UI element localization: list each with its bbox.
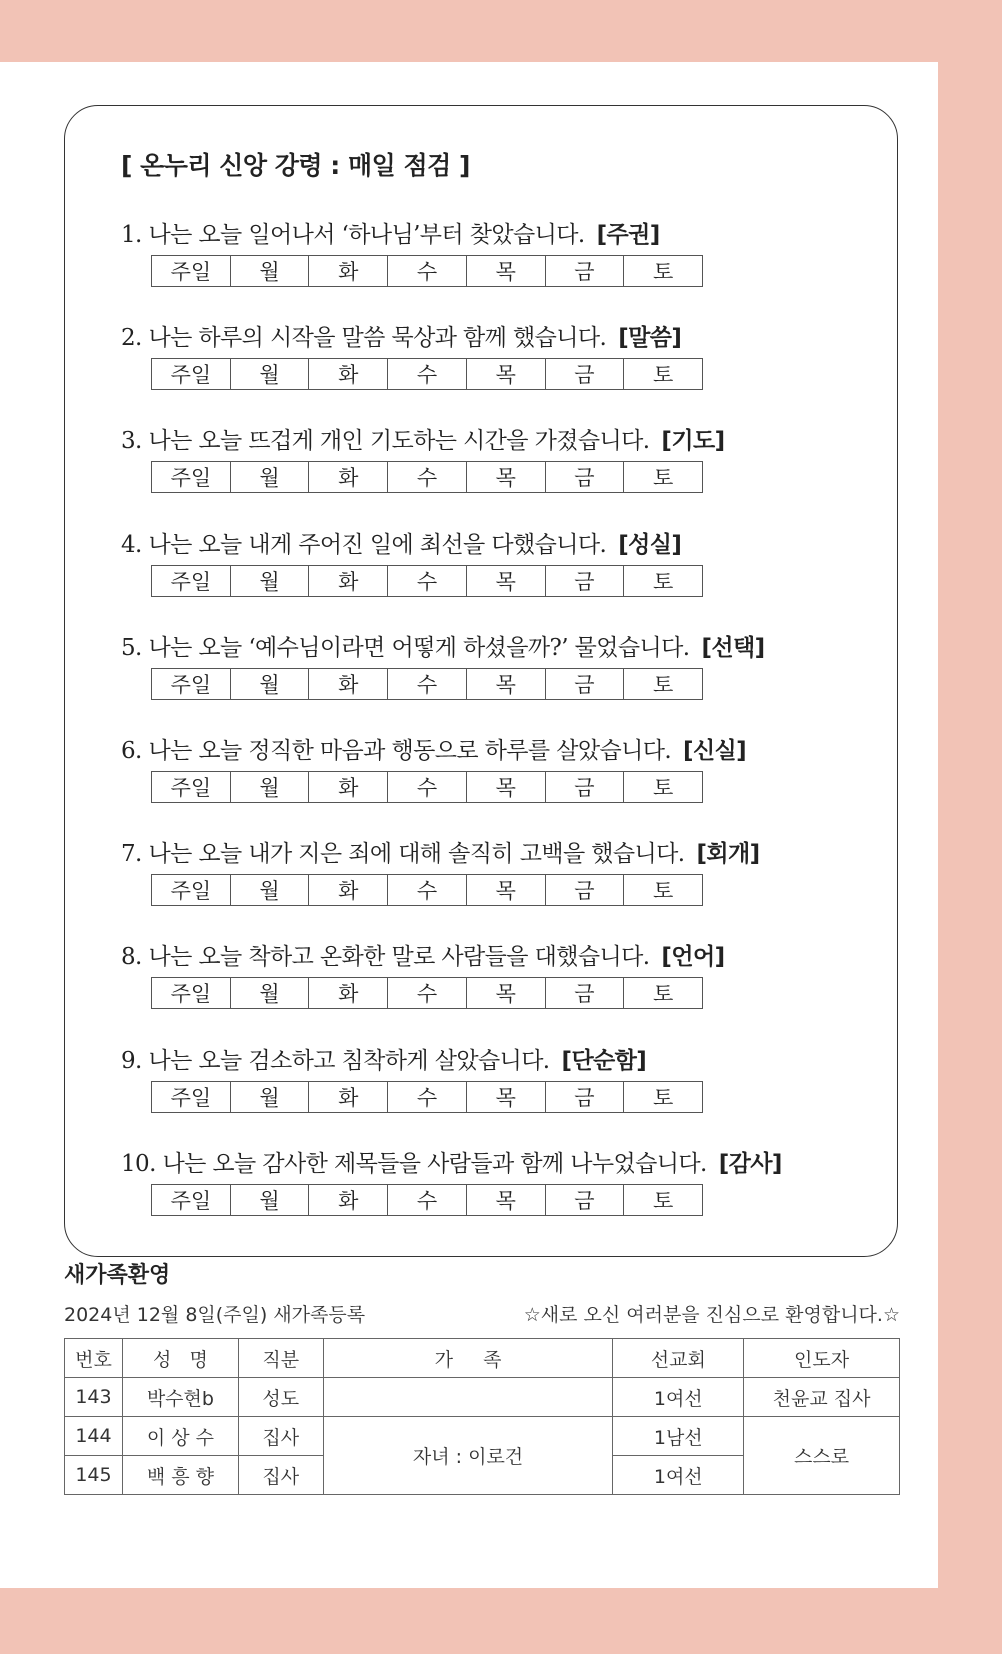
- weekday-checkboxes: [151, 977, 703, 1009]
- checklist-title: [ 온누리 신앙 강령 : 매일 점검 ]: [121, 151, 470, 180]
- day-checkbox[interactable]: 화: [308, 978, 387, 1008]
- day-checkbox[interactable]: 금: [545, 256, 624, 286]
- checklist-item: [121, 322, 891, 390]
- day-checkbox[interactable]: 목: [466, 462, 545, 492]
- day-checkbox[interactable]: 화: [308, 772, 387, 802]
- checklist-question: [121, 425, 891, 457]
- day-checkbox[interactable]: 화: [308, 1185, 387, 1215]
- day-checkbox[interactable]: 주일: [170, 982, 212, 1007]
- question-text: 4. 나는 오늘 내게 주어진 일에 최선을 다했습니다.: [121, 531, 607, 558]
- checklist-question: [121, 529, 891, 561]
- weekday-checkboxes: [151, 255, 703, 287]
- day-checkbox[interactable]: 화: [308, 669, 387, 699]
- day-checkbox[interactable]: 금: [545, 566, 624, 596]
- cell-name: 백 흥 향: [122, 1456, 238, 1495]
- day-checkbox[interactable]: 수: [387, 256, 466, 286]
- cell-number: 143: [65, 1378, 123, 1417]
- checklist-question: [121, 219, 891, 251]
- day-checkbox[interactable]: 금: [545, 978, 624, 1008]
- cell-title: 성도: [238, 1378, 323, 1417]
- question-tag: [단순함]: [561, 1047, 647, 1074]
- weekday-checkboxes: [151, 668, 703, 700]
- day-checkbox[interactable]: 수: [387, 1185, 466, 1215]
- question-tag: [주권]: [596, 222, 660, 248]
- weekday-checkboxes: [151, 874, 703, 906]
- cell-guide: 천윤교 집사: [744, 1378, 900, 1417]
- day-checkbox[interactable]: 금: [545, 1082, 624, 1112]
- day-checkbox[interactable]: 주일: [170, 1188, 212, 1213]
- cell-mission: 1여선: [613, 1378, 744, 1417]
- day-checkbox[interactable]: 월: [230, 1082, 309, 1112]
- day-checkbox[interactable]: 주일: [170, 672, 212, 697]
- day-checkbox[interactable]: 화: [308, 256, 387, 286]
- day-checkbox[interactable]: 월: [230, 772, 309, 802]
- table-header-row: [65, 1339, 900, 1378]
- question-text: 2. 나는 하루의 시작을 말씀 묵상과 함께 했습니다.: [121, 325, 607, 352]
- day-checkbox[interactable]: 토: [623, 256, 702, 286]
- day-checkbox[interactable]: 토: [623, 875, 702, 905]
- weekday-checkboxes: [151, 358, 703, 390]
- day-checkbox[interactable]: 월: [230, 875, 309, 905]
- day-checkbox[interactable]: 수: [387, 978, 466, 1008]
- cell-mission: 1남선: [613, 1417, 744, 1456]
- day-checkbox[interactable]: 토: [623, 978, 702, 1008]
- header-number: 번호: [65, 1339, 123, 1378]
- cell-title: 집사: [238, 1456, 323, 1495]
- day-checkbox[interactable]: 수: [387, 566, 466, 596]
- day-checkbox[interactable]: 금: [545, 772, 624, 802]
- day-checkbox[interactable]: 토: [623, 669, 702, 699]
- cell-family: 자녀 : 이로건: [323, 1417, 613, 1495]
- newcomers-table: [64, 1338, 900, 1495]
- day-checkbox[interactable]: 수: [387, 462, 466, 492]
- question-text: 3. 나는 오늘 뜨겁게 개인 기도하는 시간을 가졌습니다.: [121, 428, 650, 455]
- cell-name: 이 상 수: [122, 1417, 238, 1456]
- checklist-question: [121, 941, 891, 973]
- weekday-checkboxes: [151, 771, 703, 803]
- day-checkbox[interactable]: 수: [387, 669, 466, 699]
- cell-name: 박수현b: [122, 1378, 238, 1417]
- day-checkbox[interactable]: 주일: [170, 1085, 212, 1110]
- day-checkbox[interactable]: 월: [230, 359, 309, 389]
- weekday-checkboxes: [151, 461, 703, 493]
- day-checkbox[interactable]: 토: [623, 462, 702, 492]
- day-checkbox[interactable]: 금: [545, 875, 624, 905]
- day-checkbox[interactable]: 주일: [170, 363, 212, 388]
- day-checkbox[interactable]: 목: [466, 978, 545, 1008]
- weekday-checkboxes: [151, 1184, 703, 1216]
- day-checkbox[interactable]: 목: [466, 875, 545, 905]
- checklist-question: [121, 322, 891, 354]
- day-checkbox[interactable]: 주일: [170, 776, 212, 800]
- registration-date: 2024년 12월 8일(주일) 새가족등록: [64, 1304, 366, 1326]
- day-checkbox[interactable]: 월: [230, 978, 309, 1008]
- day-checkbox[interactable]: 월: [230, 566, 309, 596]
- daily-checklist-card: [64, 105, 898, 1257]
- day-checkbox[interactable]: 토: [623, 566, 702, 596]
- checklist-question: [121, 838, 891, 870]
- header-title: 직분: [238, 1339, 323, 1378]
- day-checkbox[interactable]: 금: [545, 462, 624, 492]
- day-checkbox[interactable]: 주일: [170, 879, 212, 904]
- day-checkbox[interactable]: 목: [466, 1185, 545, 1215]
- day-checkbox[interactable]: 수: [387, 359, 466, 389]
- question-text: 6. 나는 오늘 정직한 마음과 행동으로 하루를 살았습니다.: [121, 738, 672, 764]
- table-row: [65, 1417, 900, 1456]
- registration-line: [64, 1300, 900, 1327]
- day-checkbox[interactable]: 수: [387, 1082, 466, 1112]
- day-checkbox[interactable]: 금: [545, 1185, 624, 1215]
- checklist-item: [121, 632, 891, 700]
- question-text: 1. 나는 오늘 일어나서 ‘하나님’부터 찾았습니다.: [121, 222, 585, 248]
- welcome-message: ☆새로 오신 여러분을 진심으로 환영합니다.☆: [523, 1304, 900, 1326]
- checklist-item: [121, 529, 891, 597]
- weekday-checkboxes: [151, 1081, 703, 1113]
- header-mission: 선교회: [613, 1339, 744, 1378]
- question-tag: [성실]: [618, 531, 682, 558]
- question-tag: [언어]: [661, 944, 725, 971]
- question-text: 8. 나는 오늘 착하고 온화한 말로 사람들을 대했습니다.: [121, 944, 650, 971]
- question-tag: [기도]: [661, 428, 725, 455]
- day-checkbox[interactable]: 화: [308, 875, 387, 905]
- checklist-item: [121, 1045, 891, 1113]
- day-checkbox[interactable]: 월: [230, 669, 309, 699]
- checklist-question: [121, 1148, 891, 1180]
- question-text: 7. 나는 오늘 내가 지은 죄에 대해 솔직히 고백을 했습니다.: [121, 841, 685, 868]
- day-checkbox[interactable]: 화: [308, 359, 387, 389]
- day-checkbox[interactable]: 수: [387, 772, 466, 802]
- day-checkbox[interactable]: 월: [230, 1185, 309, 1215]
- day-checkbox[interactable]: 토: [623, 1185, 702, 1215]
- day-checkbox[interactable]: 목: [466, 1082, 545, 1112]
- day-checkbox[interactable]: 화: [308, 1082, 387, 1112]
- day-checkbox[interactable]: 목: [466, 669, 545, 699]
- checklist-item: [121, 219, 891, 287]
- day-checkbox[interactable]: 목: [466, 359, 545, 389]
- question-tag: [선택]: [701, 634, 765, 661]
- day-checkbox[interactable]: 금: [545, 669, 624, 699]
- question-tag: [신실]: [683, 738, 747, 764]
- checklist-item: [121, 941, 891, 1009]
- day-checkbox[interactable]: 주일: [170, 466, 212, 491]
- checklist-item: [121, 425, 891, 493]
- day-checkbox[interactable]: 토: [623, 772, 702, 802]
- header-name: 성 명: [122, 1339, 238, 1378]
- day-checkbox[interactable]: 화: [308, 462, 387, 492]
- question-tag: [말씀]: [618, 325, 682, 352]
- day-checkbox[interactable]: 목: [466, 566, 545, 596]
- cell-title: 집사: [238, 1417, 323, 1456]
- checklist-question: [121, 735, 891, 767]
- question-text: 9. 나는 오늘 검소하고 침착하게 살았습니다.: [121, 1047, 550, 1074]
- day-checkbox[interactable]: 목: [466, 256, 545, 286]
- weekday-checkboxes: [151, 565, 703, 597]
- question-tag: [감사]: [718, 1150, 782, 1177]
- day-checkbox[interactable]: 금: [545, 359, 624, 389]
- checklist-question: [121, 632, 891, 664]
- question-text: 10. 나는 오늘 감사한 제목들을 사람들과 함께 나누었습니다.: [121, 1150, 707, 1177]
- question-tag: [회개]: [696, 841, 760, 868]
- checklist-item: [121, 735, 891, 803]
- day-checkbox[interactable]: 주일: [170, 569, 212, 594]
- day-checkbox[interactable]: 화: [308, 566, 387, 596]
- header-family: 가 족: [323, 1339, 613, 1378]
- cell-number: 144: [65, 1417, 123, 1456]
- table-row: [65, 1378, 900, 1417]
- day-checkbox[interactable]: 수: [387, 875, 466, 905]
- day-checkbox[interactable]: 주일: [170, 260, 212, 284]
- checklist-item: [121, 1148, 891, 1216]
- cell-guide: 스스로: [744, 1417, 900, 1495]
- checklist-item: [121, 838, 891, 906]
- question-text: 5. 나는 오늘 ‘예수님이라면 어떻게 하셨을까?’ 물었습니다.: [121, 634, 690, 661]
- day-checkbox[interactable]: 토: [623, 1082, 702, 1112]
- day-checkbox[interactable]: 월: [230, 256, 309, 286]
- cell-number: 145: [65, 1456, 123, 1495]
- day-checkbox[interactable]: 월: [230, 462, 309, 492]
- checklist-question: [121, 1045, 891, 1077]
- day-checkbox[interactable]: 목: [466, 772, 545, 802]
- header-guide: 인도자: [744, 1339, 900, 1378]
- newcomers-title: 새가족환영: [64, 1263, 171, 1288]
- day-checkbox[interactable]: 토: [623, 359, 702, 389]
- cell-mission: 1여선: [613, 1456, 744, 1495]
- cell-family: [323, 1378, 613, 1417]
